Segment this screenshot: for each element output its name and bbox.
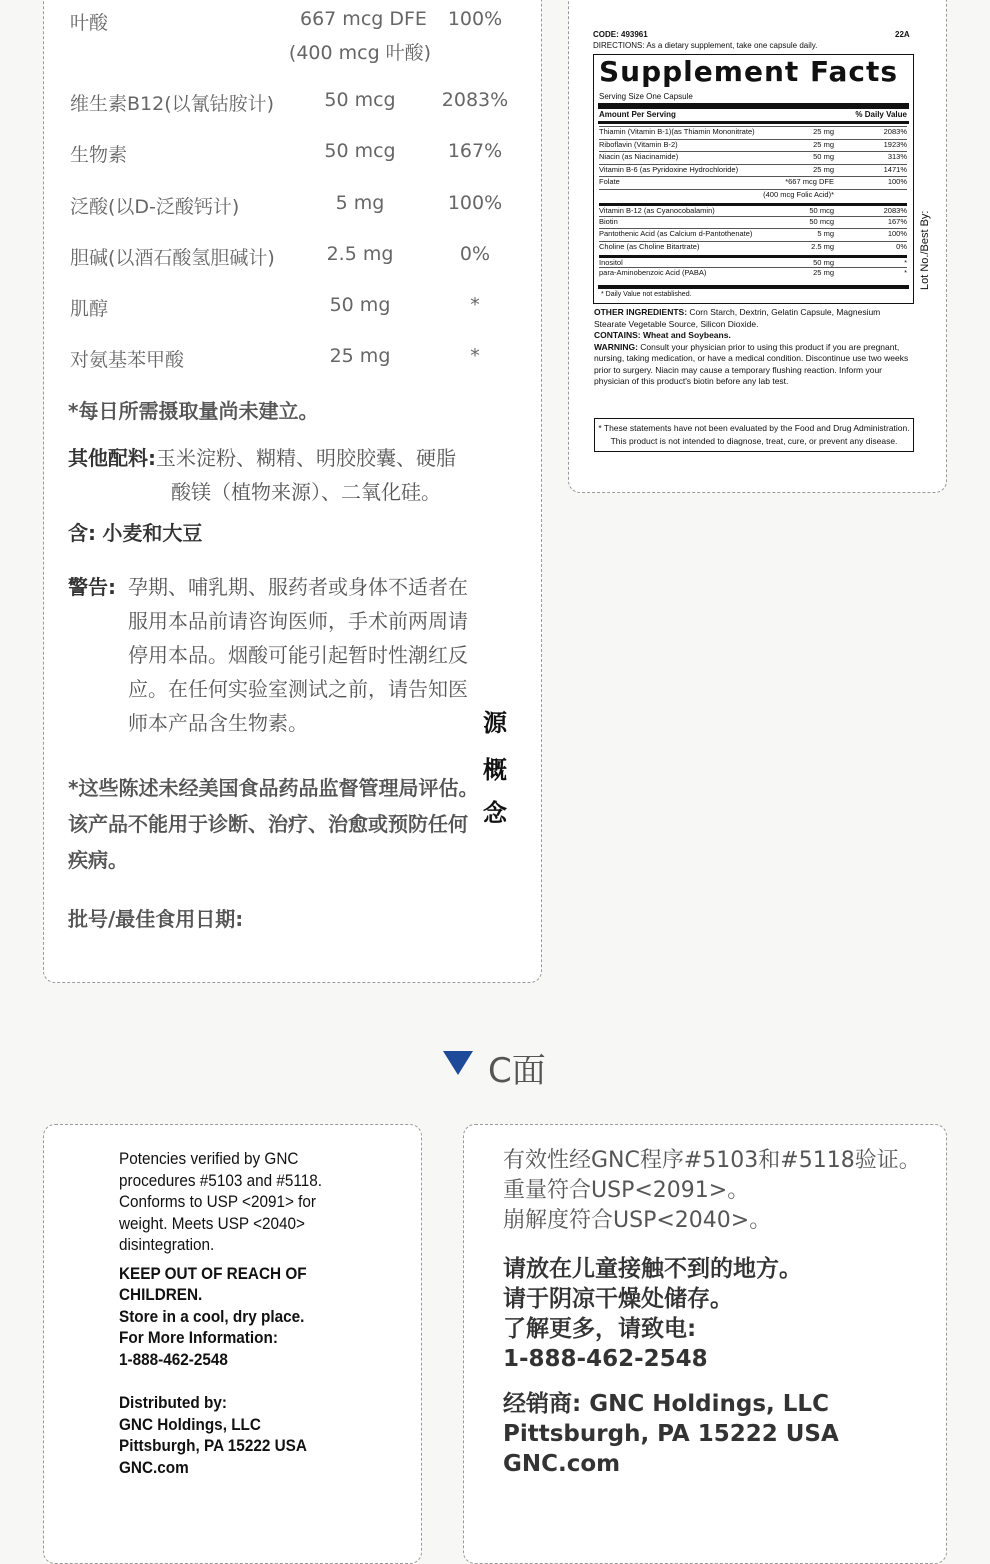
sf-nutrient-amount: 25 mg	[813, 127, 834, 136]
nutrient-amount: 50 mcg	[324, 89, 396, 111]
sf-nutrient-name: Choline (as Choline Bitartrate)	[599, 241, 700, 251]
nutrient-dv: 2083%	[441, 89, 509, 111]
other-ingredients-en-label: OTHER INGREDIENTS:	[594, 307, 688, 317]
potency-line: weight. Meets USP <2040>	[119, 1213, 305, 1233]
nutrient-dv: *	[470, 345, 480, 367]
keep-away-cn: 请放在儿童接触不到的地方。	[503, 1256, 802, 1282]
sf-nutrient-dv: 0%	[896, 241, 907, 251]
contains-label: 含:	[68, 521, 96, 545]
supplement-facts-row	[599, 267, 907, 279]
phone-cn: 1-888-462-2548	[503, 1346, 708, 1372]
nutrient-name: 对氨基苯甲酸	[70, 349, 185, 371]
serving-size: Serving Size One Capsule	[599, 92, 693, 101]
nutrient-dv: 0%	[459, 243, 491, 265]
warning-line: 服用本品前请咨询医师，手术前两周请	[128, 609, 468, 633]
nutrient-row	[70, 192, 520, 222]
supplement-facts-row	[599, 126, 907, 138]
label-fine-print	[594, 307, 914, 388]
sf-nutrient-amount: 2.5 mg	[811, 241, 834, 251]
sf-nutrient-dv: 100%	[887, 177, 907, 187]
lot-best-by-cn: 批号/最佳食用日期:	[68, 907, 244, 931]
nutrient-row	[70, 294, 520, 324]
sf-nutrient-amount: 5 mg	[817, 229, 834, 239]
watermark-char: 概	[483, 756, 507, 784]
warning-label-cn	[68, 570, 116, 604]
rule-thick	[598, 103, 909, 109]
supplement-facts-row	[599, 139, 907, 151]
warning-label: 警告:	[68, 575, 116, 599]
sf-nutrient-dv: 2083%	[883, 206, 907, 215]
sf-nutrient-dv: 2083%	[883, 127, 907, 136]
distributor-line: Pittsburgh, PA 15222 USA	[119, 1436, 307, 1455]
supplement-facts-row	[599, 189, 907, 201]
sf-nutrient-amount: 25 mg	[813, 164, 834, 174]
sf-nutrient-name: Biotin	[599, 216, 618, 226]
potency-cn-line: 有效性经GNC程序#5103和#5118验证。	[503, 1148, 921, 1173]
nutrient-row	[70, 345, 520, 375]
watermark-char: 源	[483, 709, 507, 737]
fda-statement-cn	[68, 770, 478, 878]
dv-footnote: * Daily Value not established.	[601, 291, 692, 298]
other-ingredients-en: Corn Starch, Dextrin, Gelatin Capsule, Magnesium Stearate Vegetable Source, Silicon Dioxide.	[594, 307, 881, 329]
nutrient-dv: *	[470, 294, 480, 316]
nutrient-name: 叶酸	[70, 12, 109, 34]
sf-nutrient-amount: 25 mg	[813, 139, 834, 149]
disclaimer-line: This product is not intended to diagnose, treat, cure, or prevent any disease.	[610, 436, 898, 446]
sf-nutrient-amount: *667 mcg DFE	[785, 177, 834, 187]
distributor-cn: GNC.com	[503, 1451, 621, 1477]
nutrient-amount: 667 mcg DFE	[300, 8, 427, 30]
folate-sub-amount: (400 mcg 叶酸)	[288, 42, 432, 64]
sf-nutrient-dv: *	[904, 268, 907, 278]
section-c-heading	[443, 1043, 563, 1091]
nutrient-name: 维生素B12(以氰钴胺计)	[70, 93, 275, 115]
keep-away-line: KEEP OUT OF REACH OF	[119, 1263, 307, 1283]
warning-en-label: WARNING:	[594, 341, 638, 352]
fda-disclaimer-en	[594, 418, 914, 452]
keep-away-line: CHILDREN.	[119, 1285, 203, 1304]
contains-en-label: CONTAINS:	[594, 330, 641, 340]
warning-line: 停用本品。烟酸可能引起暂时性潮红反	[128, 643, 468, 667]
nutrient-row	[70, 89, 520, 119]
supplement-facts-row	[599, 241, 907, 253]
warning-en: Consult your physician prior to using this product if you are pregnant, nursing, taking medication, or have a medical condition. Discontinue use two weeks prior to surgery. Niacin may cause a temporary flushing reaction. Inform your physician of this product's biotin before any lab test.	[594, 341, 909, 386]
sf-nutrient-name: para-Aminobenzoic Acid (PABA)	[599, 268, 707, 278]
rule-medium	[598, 121, 909, 124]
panel-c-cn-text	[503, 1146, 943, 1479]
storage-cn: 请于阴凉干燥处储存。	[503, 1286, 733, 1312]
sf-nutrient-name: Inositol	[599, 257, 623, 267]
sf-nutrient-dv: 1923%	[883, 139, 907, 149]
directions: DIRECTIONS: As a dietary supplement, take one capsule daily.	[593, 41, 818, 50]
warning-line: 师本产品含生物素。	[128, 711, 308, 735]
section-c-label: C面	[488, 1051, 546, 1091]
warning-line: 应。在任何实验室测试之前，请告知医	[128, 677, 468, 701]
contains-en: Wheat and Soybeans.	[642, 330, 731, 340]
nutrient-amount: 50 mcg	[324, 140, 396, 162]
sf-nutrient-name: Riboflavin (Vitamin B-2)	[599, 139, 678, 149]
nutrient-dv: 100%	[447, 192, 503, 214]
fda-line: *这些陈述未经美国食品药品监督管理局评估。	[68, 776, 479, 800]
sf-nutrient-amount: 50 mg	[813, 152, 834, 162]
sf-nutrient-name: Vitamin B-6 (as Pyridoxine Hydrochloride)	[599, 164, 739, 174]
distributor-line: GNC Holdings, LLC	[119, 1414, 261, 1434]
sf-nutrient-dv: 313%	[887, 152, 907, 162]
dv-note-cn: *每日所需摄取量尚未建立。	[68, 399, 319, 423]
watermark-char: 念	[483, 799, 507, 827]
info-line: For More Information:	[119, 1328, 278, 1347]
fda-line: 该产品不能用于诊断、治疗、治愈或预防任何	[68, 812, 468, 836]
sf-nutrient-name: Vitamin B-12 (as Cyanocobalamin)	[599, 206, 715, 215]
other-ingredients-line2: 酸镁（植物来源）、二氧化硅。	[171, 480, 441, 504]
nutrient-name: 泛酸(以D-泛酸钙计)	[70, 196, 240, 218]
distributor-cn: 经销商: GNC Holdings, LLC	[503, 1391, 829, 1417]
nutrient-name: 生物素	[70, 144, 128, 166]
lot-best-by: Lot No./Best By:	[919, 210, 931, 290]
sf-nutrient-dv: *	[904, 257, 907, 267]
sf-nutrient-dv: 1471%	[883, 164, 907, 174]
disclaimer-line: * These statements have not been evaluated by the Food and Drug Administration.	[598, 423, 910, 433]
product-code: CODE: 493961	[593, 30, 648, 39]
sf-nutrient-name: Folate	[599, 177, 620, 187]
supplement-facts-row	[599, 228, 907, 240]
sf-nutrient-name: Niacin (as Niacinamide)	[599, 152, 679, 162]
sf-nutrient-amount: 50 mcg	[809, 206, 834, 215]
nutrient-name: 肌醇	[70, 298, 109, 320]
sf-nutrient-amount: 50 mcg	[809, 216, 834, 226]
contains-cn	[68, 516, 202, 550]
nutrient-amount: 2.5 mg	[326, 243, 394, 265]
sf-nutrient-amount: 50 mg	[813, 257, 834, 267]
other-ingredients-line1: 玉米淀粉、糊精、明胶胶囊、硬脂	[156, 446, 456, 470]
panel-c-en-text	[119, 1148, 380, 1478]
warning-text-cn	[128, 570, 468, 740]
triangle-down-icon	[443, 1051, 473, 1075]
info-cn: 了解更多，请致电:	[503, 1316, 697, 1342]
supplement-facts-row	[599, 151, 907, 163]
supplement-facts-title: Supplement Facts	[599, 55, 899, 88]
sf-nutrient-amount: (400 mcg Folic Acid)*	[763, 190, 834, 199]
sf-nutrient-dv: 167%	[887, 216, 907, 226]
potency-line: procedures #5103 and #5118.	[119, 1170, 323, 1190]
nutrient-amount: 5 mg	[335, 192, 385, 214]
sf-nutrient-name: Pantothenic Acid (as Calcium d-Pantothenate)	[599, 229, 753, 239]
potency-line: disintegration.	[119, 1235, 215, 1254]
phone-number: 1-888-462-2548	[119, 1349, 228, 1369]
supplement-facts-row	[599, 216, 907, 228]
nutrient-row	[70, 8, 520, 38]
nutrient-amount: 50 mg	[329, 294, 391, 316]
distributor-line: GNC.com	[119, 1457, 189, 1477]
supplement-facts-row	[599, 176, 907, 188]
supplement-facts-row	[599, 164, 907, 176]
sf-nutrient-dv: 100%	[887, 229, 907, 239]
fda-line: 疾病。	[68, 848, 128, 872]
nutrient-name: 胆碱(以酒石酸氢胆碱计)	[70, 247, 275, 269]
warning-line: 孕期、哺乳期、服药者或身体不适者在	[128, 575, 468, 599]
potency-line: Conforms to USP <2091> for	[119, 1192, 317, 1211]
supplement-facts-box	[593, 54, 914, 304]
potency-cn-line: 重量符合USP<2091>。	[503, 1178, 750, 1203]
nutrient-row	[70, 140, 520, 170]
nutrient-row	[70, 243, 520, 273]
contains-value: 小麦和大豆	[102, 521, 203, 545]
distributor-cn: Pittsburgh, PA 15222 USA	[503, 1421, 839, 1447]
potency-line: Potencies verified by GNC	[119, 1149, 299, 1168]
potency-cn-line: 崩解度符合USP<2040>。	[503, 1208, 772, 1233]
rule-bottom	[598, 285, 909, 289]
amount-header: Amount Per Serving	[599, 110, 676, 119]
sf-nutrient-name: Thiamin (Vitamin B-1)(as Thiamin Mononitrate)	[599, 127, 755, 136]
sf-nutrient-amount: 25 mg	[813, 268, 834, 278]
nutrient-dv: 100%	[447, 8, 503, 30]
label-version: 22A	[895, 30, 910, 39]
other-ingredients-cn	[68, 441, 456, 475]
other-ingredients-label: 其他配料:	[68, 446, 156, 470]
nutrient-dv: 167%	[447, 140, 503, 162]
storage-line: Store in a cool, dry place.	[119, 1306, 305, 1326]
distributor-line: Distributed by:	[119, 1393, 227, 1412]
nutrient-amount: 25 mg	[329, 345, 391, 367]
dv-header: % Daily Value	[855, 110, 907, 119]
